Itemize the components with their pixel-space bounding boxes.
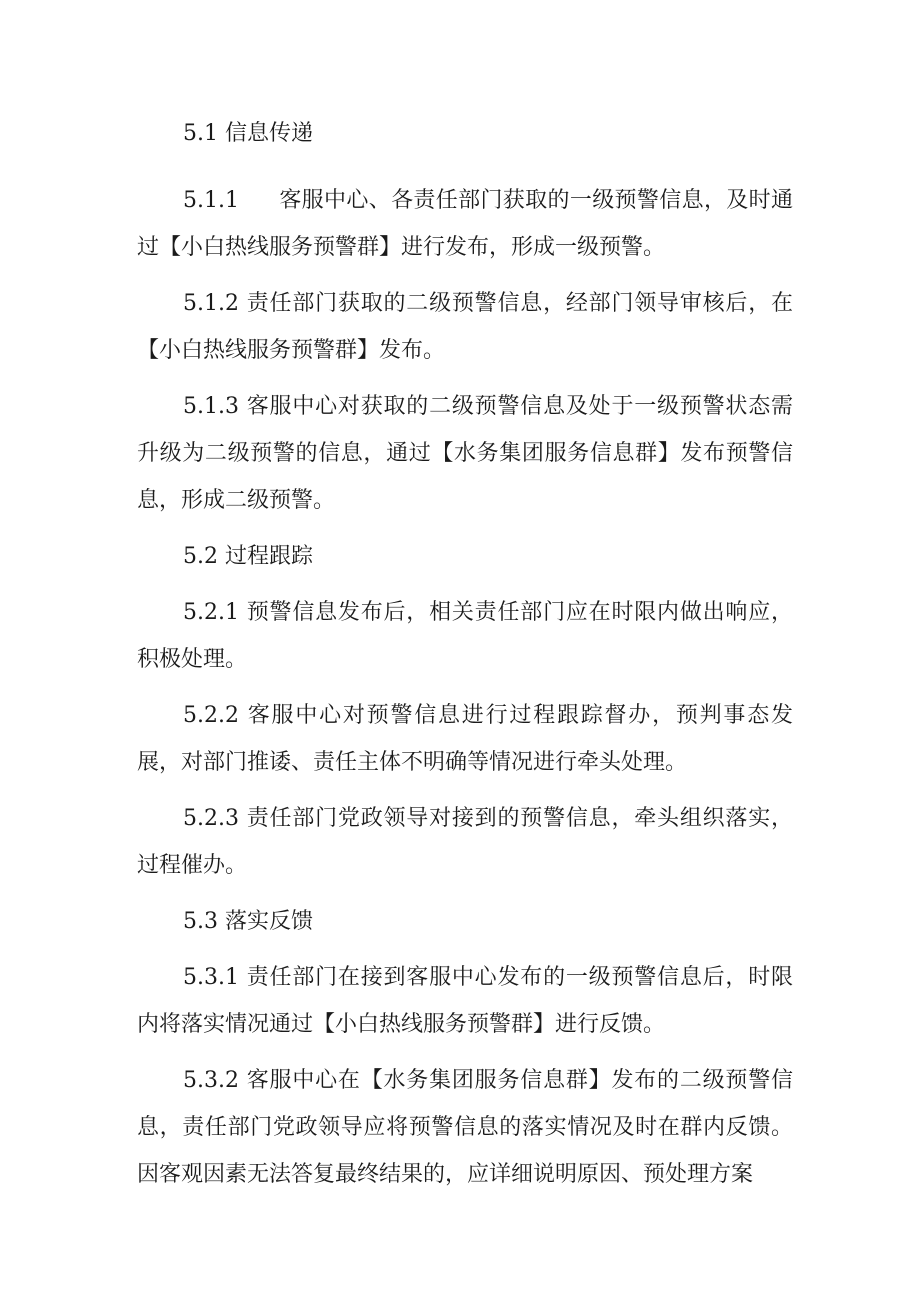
paragraph-5-2-1: 5.2.1 预警信息发布后，相关责任部门应在时限内做出响应，积极处理。 (137, 600, 793, 672)
section-heading-5-1: 5.1 信息传递 (183, 121, 313, 146)
section-heading-5-3: 5.3 落实反馈 (183, 909, 313, 934)
paragraph-text: 客服中心、各责任部门获取的一级预警信息，及时通过【小白热线服务预警群】进行发布，形成一级预警。 (137, 188, 793, 260)
document-body (137, 110, 793, 1198)
paragraph-5-3-2: 5.3.2 客服中心在【水务集团服务信息群】发布的二级预警信息，责任部门党政领导应将预警信息的落实情况及时在群内反馈。因客观因素无法答复最终结果的，应详细说明原因、预处理方案 (137, 1068, 793, 1187)
paragraph-5-1-3: 5.1.3 客服中心对获取的二级预警信息及处于一级预警状态需升级为二级预警的信息，通过【水务集团服务信息群】发布预警信息，形成二级预警。 (137, 394, 793, 513)
paragraph-5-2-2: 5.2.2 客服中心对预警信息进行过程跟踪督办，预判事态发展，对部门推诿、责任主体不明确等情况进行牵头处理。 (137, 703, 793, 775)
paragraph-number: 5.1.1 (183, 188, 239, 213)
paragraph-5-3-1: 5.3.1 责任部门在接到客服中心发布的一级预警信息后，时限内将落实情况通过【小白热线服务预警群】进行反馈。 (137, 965, 793, 1037)
paragraph-5-1-2: 5.1.2 责任部门获取的二级预警信息，经部门领导审核后，在【小白热线服务预警群】发布。 (137, 291, 793, 363)
section-heading-5-2: 5.2 过程跟踪 (183, 544, 313, 569)
paragraph-5-1-1 (137, 177, 793, 271)
paragraph-5-2-3: 5.2.3 责任部门党政领导对接到的预警信息，牵头组织落实，过程催办。 (137, 806, 793, 878)
